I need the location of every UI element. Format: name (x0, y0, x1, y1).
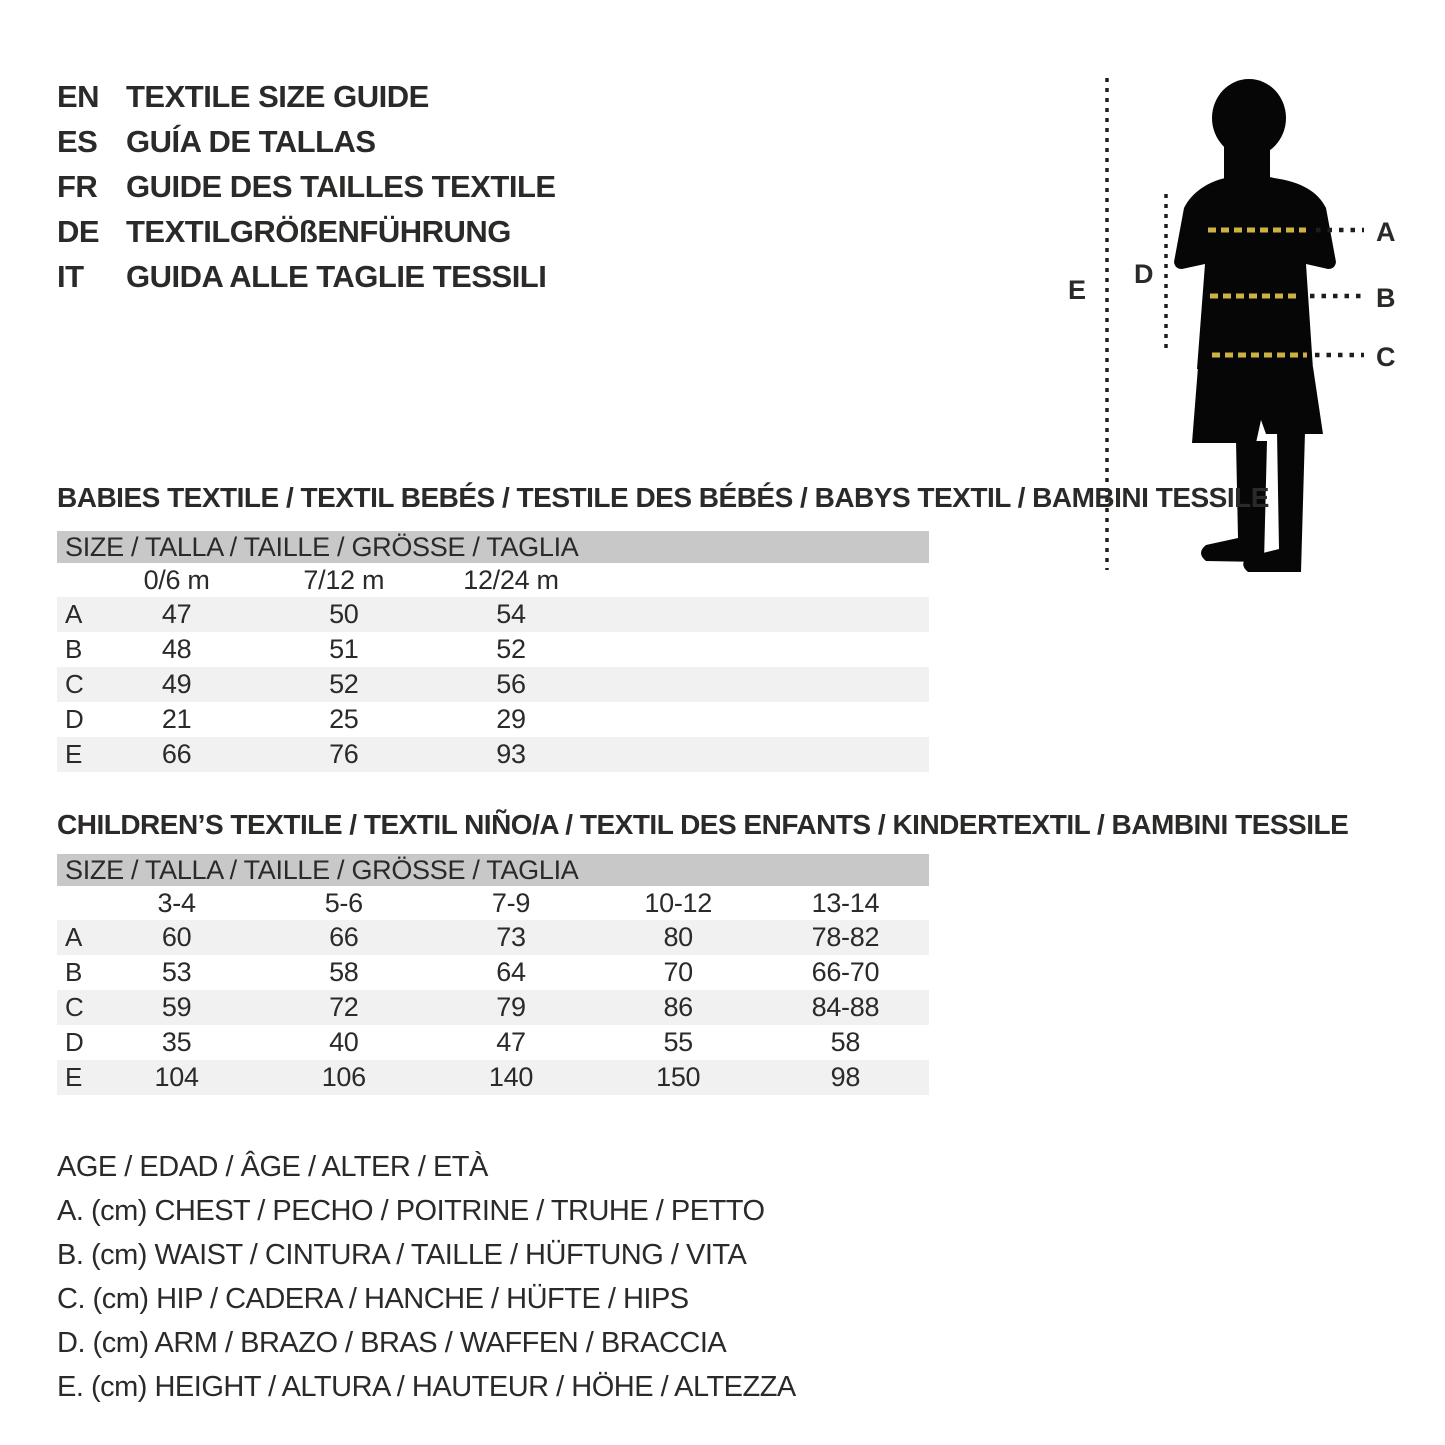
babies-column-header-row (57, 563, 929, 597)
waist-label: B (1376, 283, 1396, 313)
children-row-c: C 59 72 79 86 84-88 (57, 990, 929, 1025)
lang-row-es (57, 119, 556, 164)
legend-height: E. (cm) HEIGHT / ALTURA / HAUTEUR / HÖHE / ALTEZZA (57, 1371, 796, 1403)
children-row-d: D 35 40 47 55 58 (57, 1025, 929, 1060)
lang-code-es: ES (57, 123, 98, 159)
babies-row-d: D 21 25 29 (57, 702, 929, 737)
silhouette-shorts (1192, 367, 1323, 443)
lang-code-en: EN (57, 78, 100, 114)
children-column-header-row (57, 886, 929, 920)
children-col-10-12: 10-12 (644, 887, 712, 918)
babies-size-table (57, 531, 929, 772)
row-label: D (65, 1027, 84, 1057)
children-col-7-9: 7-9 (491, 887, 531, 918)
lang-row-en (57, 74, 556, 119)
row-label: B (65, 634, 83, 664)
babies-row-a: A 47 50 54 (57, 597, 929, 632)
row-label: E (65, 1062, 83, 1092)
row-label: B (65, 957, 83, 987)
lang-title-it: GUIDA ALLE TAGLIE TESSILI (126, 258, 547, 294)
babies-col-12-24m: 12/24 m (463, 564, 559, 595)
legend-age: AGE / EDAD / ÂGE / ALTER / ETÀ (57, 1151, 488, 1183)
lang-row-de (57, 209, 556, 254)
silhouette-torso (1174, 175, 1336, 369)
lang-row-it (57, 254, 556, 299)
height-label: E (1068, 275, 1087, 305)
lang-title-en: TEXTILE SIZE GUIDE (126, 78, 429, 114)
babies-size-header-bar: SIZE / TALLA / TAILLE / GRÖSSE / TAGLIA (57, 531, 929, 563)
children-section-title: CHILDREN’S TEXTILE / TEXTIL NIÑO/A / TEXTIL DES ENFANTS / KINDERTEXTIL / BAMBINI TESSILE (57, 809, 1349, 840)
hip-label: C (1376, 342, 1396, 372)
children-row-e: E 104 106 140 150 98 (57, 1060, 929, 1095)
row-label: A (65, 922, 83, 952)
legend-hip: C. (cm) HIP / CADERA / HANCHE / HÜFTE / HIPS (57, 1283, 689, 1315)
lang-row-fr (57, 164, 556, 209)
children-col-13-14: 13-14 (811, 887, 880, 918)
babies-row-c: C 49 52 56 (57, 667, 929, 702)
legend-waist: B. (cm) WAIST / CINTURA / TAILLE / HÜFTUNG / VITA (57, 1239, 747, 1271)
row-label: C (65, 992, 84, 1022)
children-row-b: B 53 58 64 70 66-70 (57, 955, 929, 990)
babies-section-title: BABIES TEXTILE / TEXTIL BEBÉS / TESTILE DES BÉBÉS / BABYS TEXTIL / BAMBINI TESSILE (57, 482, 1269, 513)
chest-label: A (1376, 217, 1396, 247)
children-col-5-6: 5-6 (324, 887, 363, 918)
children-row-a: A 60 66 73 80 78-82 (57, 920, 929, 955)
babies-col-7-12m: 7/12 m (303, 564, 385, 595)
arm-label: D (1134, 259, 1154, 289)
babies-col-0-6m: 0/6 m (143, 564, 210, 595)
row-label: D (65, 704, 84, 734)
children-size-header-bar: SIZE / TALLA / TAILLE / GRÖSSE / TAGLIA (57, 854, 929, 886)
lang-title-de: TEXTILGRÖßENFÜHRUNG (126, 213, 511, 249)
lang-title-es: GUÍA DE TALLAS (126, 123, 376, 159)
lang-code-fr: FR (57, 168, 98, 204)
row-label: A (65, 599, 83, 629)
lang-code-de: DE (57, 213, 100, 249)
legend-chest: A. (cm) CHEST / PECHO / POITRINE / TRUHE / PETTO (57, 1195, 765, 1227)
children-col-3-4: 3-4 (157, 887, 196, 918)
babies-row-e: E 66 76 93 (57, 737, 929, 772)
row-label: C (65, 669, 84, 699)
measurement-legend (57, 1145, 796, 1409)
children-size-table (57, 854, 929, 1095)
row-label: E (65, 739, 83, 769)
lang-title-fr: GUIDE DES TAILLES TEXTILE (126, 168, 556, 204)
language-header (57, 74, 556, 299)
legend-arm: D. (cm) ARM / BRAZO / BRAS / WAFFEN / BRACCIA (57, 1327, 727, 1359)
lang-code-it: IT (57, 258, 84, 294)
babies-row-b: B 48 51 52 (57, 632, 929, 667)
